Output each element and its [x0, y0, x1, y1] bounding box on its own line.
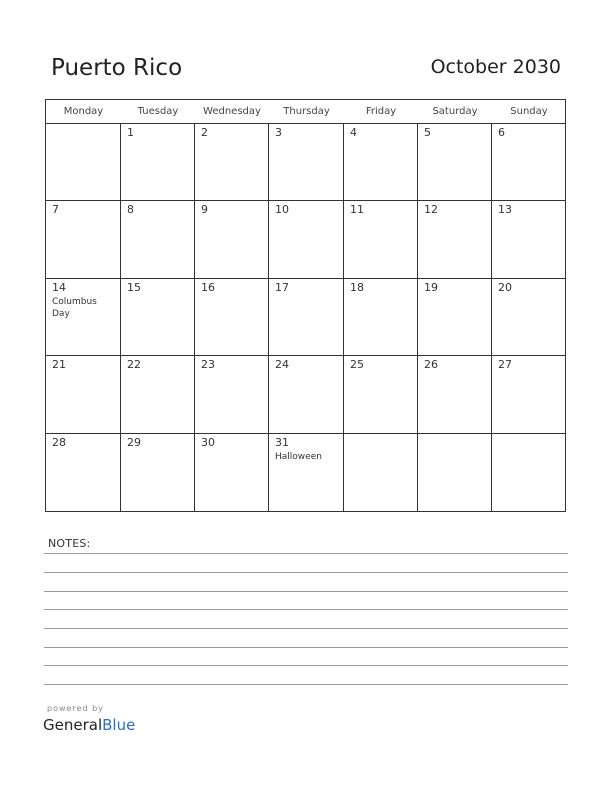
- weekday-header: Friday: [344, 100, 418, 124]
- day-cell: [269, 201, 344, 278]
- weekday-header: Thursday: [269, 100, 344, 124]
- holiday-label: Halloween: [275, 451, 322, 462]
- day-cell: [46, 434, 121, 511]
- day-number: 23: [201, 358, 215, 372]
- notes-line: [44, 647, 568, 648]
- notes-line: [44, 553, 568, 554]
- day-number: 11: [350, 203, 364, 217]
- day-cell: [121, 124, 195, 201]
- day-number: 4: [350, 126, 357, 139]
- day-cell: [344, 356, 418, 433]
- holiday-label: Columbus Day: [52, 296, 97, 319]
- brand-logo: [43, 716, 135, 734]
- notes-line: [44, 665, 568, 666]
- day-cell: [344, 279, 418, 356]
- weekday-header: Monday: [46, 100, 121, 124]
- day-number: 10: [275, 203, 289, 217]
- day-cell: [344, 434, 418, 511]
- day-number: 16: [201, 280, 215, 294]
- day-cell: [46, 201, 121, 278]
- day-cell: [195, 279, 269, 356]
- day-cell: [121, 201, 195, 278]
- weekday-header: Saturday: [418, 100, 492, 124]
- day-cell: [121, 279, 195, 356]
- day-cell: [418, 124, 492, 201]
- day-number: 1: [127, 126, 134, 139]
- day-number: 17: [275, 280, 289, 294]
- day-number: 2: [201, 126, 208, 139]
- day-cell: [492, 279, 566, 356]
- day-number: 24: [275, 358, 289, 372]
- day-cell: [492, 201, 566, 278]
- notes-line: [44, 572, 568, 573]
- brand-name-blue: Blue: [102, 716, 136, 734]
- day-cell: [492, 356, 566, 433]
- day-cell: [46, 356, 121, 433]
- day-cell: [418, 201, 492, 278]
- day-cell: [121, 434, 195, 511]
- day-cell: [195, 124, 269, 201]
- day-number: 7: [52, 203, 59, 217]
- calendar-grid: [45, 99, 566, 512]
- day-cell: [195, 201, 269, 278]
- day-number: 18: [350, 280, 364, 294]
- day-number: 29: [127, 435, 141, 449]
- day-cell: [195, 356, 269, 433]
- calendar-month-title: October 2030: [430, 56, 561, 78]
- weekday-header: Sunday: [492, 100, 566, 124]
- day-cell: [344, 201, 418, 278]
- notes-line: [44, 684, 568, 685]
- weekday-header: Wednesday: [195, 100, 269, 124]
- day-number: 14: [52, 280, 66, 294]
- day-number: 31: [275, 435, 289, 449]
- day-cell: [269, 434, 344, 511]
- notes-label: NOTES:: [48, 537, 91, 550]
- day-cell: [418, 434, 492, 511]
- day-cell: [121, 356, 195, 433]
- notes-line: [44, 609, 568, 610]
- day-number: 27: [498, 358, 512, 372]
- powered-by-text: powered by: [47, 704, 104, 713]
- day-number: 19: [424, 280, 438, 294]
- day-number: 28: [52, 435, 66, 449]
- day-cell: [195, 434, 269, 511]
- day-cell: [492, 124, 566, 201]
- day-cell: [418, 356, 492, 433]
- day-number: 3: [275, 126, 282, 139]
- day-cell: [269, 279, 344, 356]
- day-number: 22: [127, 358, 141, 372]
- day-cell: [344, 124, 418, 201]
- day-number: 8: [127, 203, 134, 217]
- day-cell: [269, 124, 344, 201]
- calendar-country-title: Puerto Rico: [51, 55, 183, 81]
- day-number: 12: [424, 203, 438, 217]
- day-cell: [269, 356, 344, 433]
- day-number: 30: [201, 435, 215, 449]
- day-cell: [492, 434, 566, 511]
- day-number: 26: [424, 358, 438, 372]
- day-cell: [46, 279, 121, 356]
- day-number: 20: [498, 280, 512, 294]
- notes-line: [44, 628, 568, 629]
- brand-name-general: General: [43, 716, 103, 734]
- day-number: 25: [350, 358, 364, 372]
- day-number: 5: [424, 126, 431, 139]
- day-number: 21: [52, 358, 66, 372]
- day-cell: [46, 124, 121, 201]
- day-number: 15: [127, 280, 141, 294]
- day-number: 9: [201, 203, 208, 217]
- weekday-header: Tuesday: [121, 100, 195, 124]
- day-number: 13: [498, 203, 512, 217]
- day-cell: [418, 279, 492, 356]
- day-number: 6: [498, 126, 505, 139]
- notes-line: [44, 591, 568, 592]
